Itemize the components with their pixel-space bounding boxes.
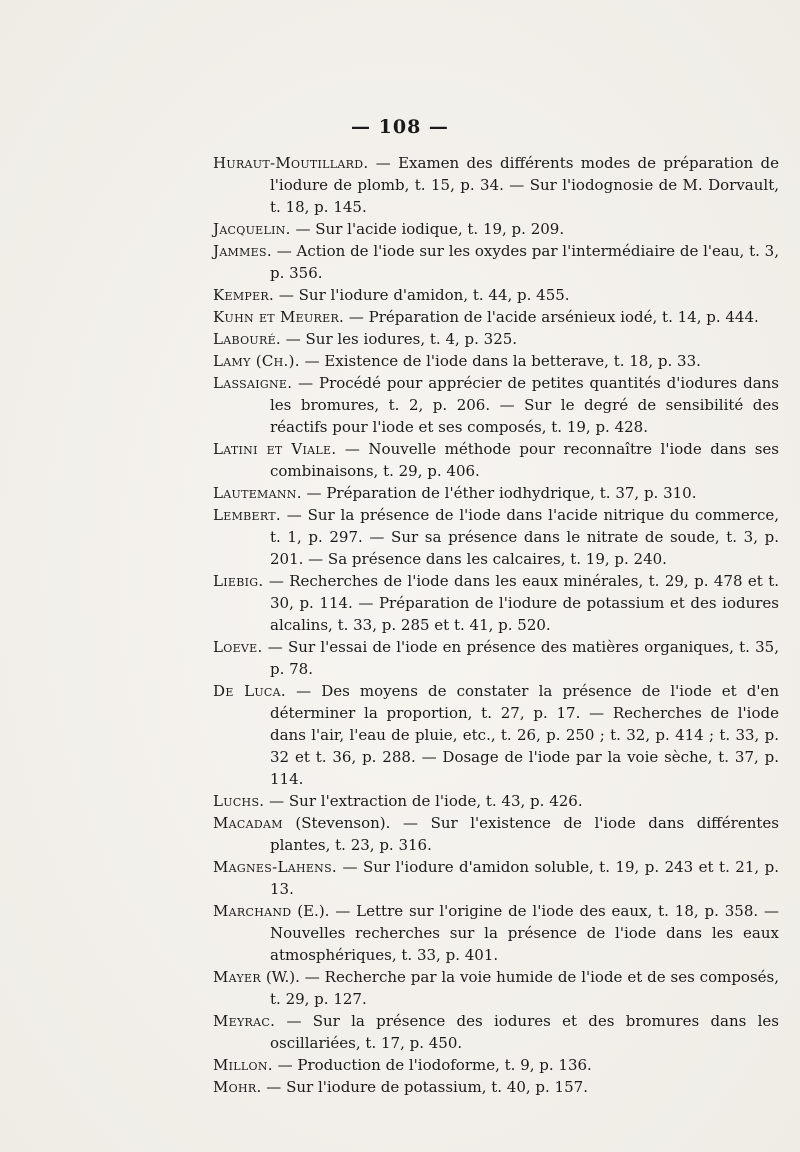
author-name: Magnes-Lahens. [213,858,338,876]
author-name: Mohr. [213,1078,262,1096]
list-item [213,812,779,856]
list-item [213,284,779,306]
entry-text: (E.). — Lettre sur l'origine de l'iode des eaux, t. 18, p. 358. — Nouvelles recherches sur la présence de l'iode dans les eaux atmosphériques, t. 33, p. 401. [270,902,779,964]
author-name: Luchs. [213,792,265,810]
list-item [213,372,779,438]
entry-text: — Des moyens de constater la présence de l'iode et d'en déterminer la proportion, t. 27, p. 17. — Recherches de l'iode dans l'air, l'eau de pluie, etc., t. 26, p. 250 ; t. 32, p. 414 ; t. 33, p. 32 et t. 36, p. 288. — Dosage de l'iode par la voie sèche, t. 37, p. 114. [270,682,779,788]
author-name: Lassaigne. [213,374,293,392]
list-item [213,900,779,966]
author-name: Macadam [213,814,283,832]
author-name: Kuhn et Meurer. [213,308,345,326]
entry-text: — Préparation de l'acide arsénieux iodé, t. 14, p. 444. [344,308,759,326]
author-name: Mayer [213,968,261,986]
entry-text: — Production de l'iodoforme, t. 9, p. 136. [272,1056,592,1074]
list-item [213,328,779,350]
author-name: Liebig. [213,572,264,590]
entry-text: — Examen des différents modes de préparation de l'iodure de plomb, t. 15, p. 34. — Sur l'iodognosie de M. Dorvault, t. 18, p. 145. [270,154,779,216]
list-item [213,1054,779,1076]
entry-text: — Préparation de l'éther iodhydrique, t. 37, p. 310. [301,484,697,502]
author-name: Kemper. [213,286,275,304]
author-name: Lembert. [213,506,281,524]
entry-text: — Procédé pour apprécier de petites quantités d'iodures dans les bromures, t. 2, p. 206. — Sur le degré de sensibilité des réactifs pour l'iode et ses composés, t. 19, p. 428. [270,374,779,436]
author-name: Jacquelin. [213,220,291,238]
entry-text: (Stevenson). — Sur l'existence de l'iode dans différentes plantes, t. 23, p. 316. [270,814,779,854]
entry-text: — Sur l'iodure de potassium, t. 40, p. 157. [261,1078,588,1096]
list-item [213,856,779,900]
list-item [213,218,779,240]
list-item [213,790,779,812]
entry-text: — Recherches de l'iode dans les eaux minérales, t. 29, p. 478 et t. 30, p. 114. — Préparation de l'iodure de potassium et des iodures alcalins, t. 33, p. 285 et t. 41, p. 520. [263,572,779,634]
list-item [213,1076,779,1098]
list-item [213,350,779,372]
entry-text: — Nouvelle méthode pour reconnaître l'iode dans ses combinaisons, t. 29, p. 406. [270,440,779,480]
list-item [213,438,779,482]
entry-text: — Sur l'extraction de l'iode, t. 43, p. 426. [264,792,583,810]
page-number: — 108 — [351,116,449,138]
list-item [213,504,779,570]
entry-text: — Sur les iodures, t. 4, p. 325. [280,330,518,348]
list-item [213,306,779,328]
list-item [213,680,779,790]
list-item [213,1010,779,1054]
list-item [213,240,779,284]
author-name: Lamy (Ch.). [213,352,300,370]
author-name: Millon. [213,1056,273,1074]
entry-text: — Action de l'iode sur les oxydes par l'intermédiaire de l'eau, t. 3, p. 356. [270,242,779,282]
entry-text: — Sur la présence des iodures et des bromures dans les oscillariées, t. 17, p. 450. [270,1012,779,1052]
entry-text: (W.). — Recherche par la voie humide de l'iode et de ses composés, t. 29, p. 127. [260,968,779,1008]
author-name: Jammes. [213,242,272,260]
author-name: Labouré. [213,330,281,348]
list-item [213,570,779,636]
author-name: Loeve. [213,638,263,656]
bibliography-list [213,152,779,1098]
author-name: De Luca. [213,682,286,700]
entry-text: — Sur l'acide iodique, t. 19, p. 209. [290,220,565,238]
list-item [213,152,779,218]
list-item [213,482,779,504]
entry-text: — Existence de l'iode dans la betterave, t. 18, p. 33. [299,352,701,370]
list-item [213,966,779,1010]
entry-text: — Sur l'essai de l'iode en présence des matières organiques, t. 35, p. 78. [262,638,779,678]
list-item [213,636,779,680]
author-name: Meyrac. [213,1012,276,1030]
author-name: Latini et Viale. [213,440,337,458]
entry-text: — Sur l'iodure d'amidon soluble, t. 19, p. 243 et t. 21, p. 13. [270,858,779,898]
entry-text: — Sur l'iodure d'amidon, t. 44, p. 455. [274,286,570,304]
author-name: Marchand [213,902,292,920]
entry-text: — Sur la présence de l'iode dans l'acide nitrique du commerce, t. 1, p. 297. — Sur sa présence dans le nitrate de soude, t. 3, p. 201. — Sa présence dans les calcaires, t. 19, p. 240. [270,506,779,568]
author-name: Huraut-Moutillard. [213,154,369,172]
author-name: Lautemann. [213,484,302,502]
